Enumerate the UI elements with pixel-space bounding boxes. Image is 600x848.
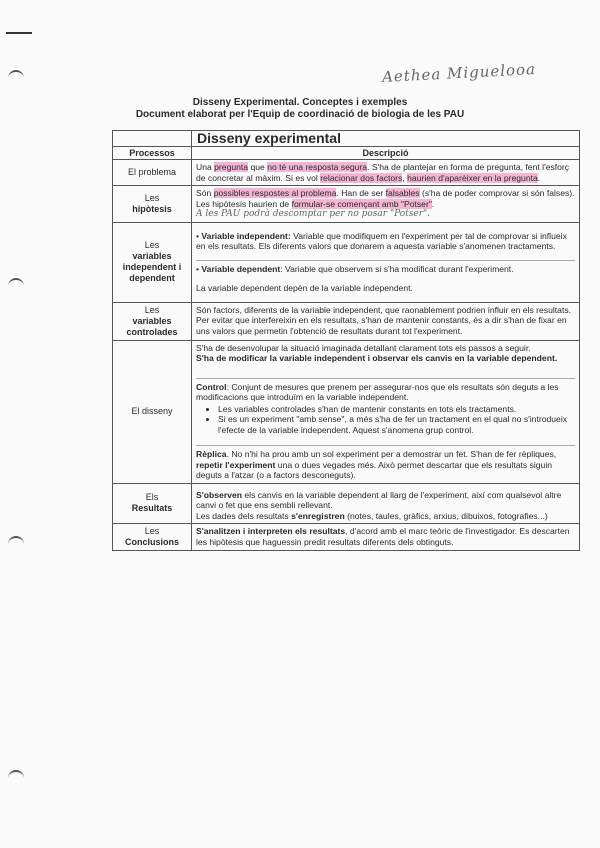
table-header-row xyxy=(113,131,580,147)
row-label-controlades: Les variables controlades xyxy=(113,302,192,340)
punch-hole-mark xyxy=(8,770,24,780)
row-label-problema: El problema xyxy=(113,160,192,186)
table-row xyxy=(113,483,580,524)
scan-mark xyxy=(6,32,32,34)
column-header-row xyxy=(113,146,580,160)
punch-hole-mark xyxy=(8,536,24,546)
col-header-processos: Processos xyxy=(113,146,192,160)
col-header-descripcio: Descripció xyxy=(192,146,580,160)
punch-hole-mark xyxy=(8,278,24,288)
table-row xyxy=(113,302,580,340)
row-label-variables: Les variables independent i dependent xyxy=(113,222,192,302)
list-item: • Les variables controlades s'han de mantenir constants en tots els tractaments. xyxy=(218,404,575,415)
list-item: • Si es un experiment "amb sense", a més s'ha de fer un tractament en el qual no s'introdueix l'efecte de la variable independent. Aquest s'anomena grup control. xyxy=(218,414,575,435)
document-title: Disseny Experimental. Conceptes i exemples xyxy=(192,97,408,108)
row-desc-variables: • Variable independent: Variable que modifiquem en l'experiment per tal de comprovar si influeix en els resultats. Els diferents valors que donarem a aquesta variable s'anomenen tractaments. • Variable dependent: Variable que observem si s'ha modificat durant l'experiment. La variable dependent depèn de la variable independent. xyxy=(192,222,580,302)
row-desc-controlades: Són factors, diferents de la variable independent, que raonablement podrien influir en els resultats. Per evitar que interfereixin en els resultats, s'han de mantenir constants, és a dir s'han de fixar en uns valors que permetin l'obtenció de resultats durant tot l'experiment. xyxy=(192,302,580,340)
row-desc-disseny: S'ha de desenvolupar la situació imaginada detallant clarament tots els passos a seguir. S'ha de modificar la variable independent i observar els canvis en la variable dependent. Control: Conjunt de mesures que prenem per assegurar-nos que els resultats són deguts a les modificacions que introduïm en la variable independent. • Les variables controlades s'han de mantenir constants en tots els tractaments. • Si es un experiment "amb sense", a més s'ha de fer un tractament en el qual no s'introdueix l'efecte de la variable independent. Aquest s'anomena grup control. Rèplica. No n'hi ha prou amb un sol experiment per a demostrar un fet. S'han de fer rèpliques, repetir l'experiment una o dues vegades més. Això permet descartar que els resultats siguin deguts a l'atzar (o a factors desconeguts). xyxy=(192,340,580,483)
table-row xyxy=(113,524,580,551)
row-desc-resultats: S'observen els canvis en la variable dependent al llarg de l'experiment, així com qualsevol altre canvi o fet que ens sembli rellevant. Les dades dels resultats s'enregistren (notes, taules, gràfics, arxius, dibuixos, fotografies...) xyxy=(192,483,580,524)
row-desc-hipotesis: Són possibles respostes al problema. Han de ser falsables (s'ha de poder comprovar si són falses). Les hipòtesis haurien de formular-se començant amb "Potser". A les PAU podrà descomptar per no posar "Potser". xyxy=(192,186,580,223)
table-title: Disseny experimental xyxy=(192,131,580,147)
experimental-design-table xyxy=(112,130,580,551)
handwritten-name: Aethea Miguelooa xyxy=(381,59,537,87)
table-row xyxy=(113,340,580,483)
row-label-conclusions: Les Conclusions xyxy=(113,524,192,551)
row-desc-problema: Una pregunta que no té una resposta segura. S'ha de plantejar en forma de pregunta, fent l'esforç de concretar al màxim. Si es vol relacionar dos factors, haurien d'aparèixer en la pregunta. xyxy=(192,160,580,186)
row-label-hipotesis: Les hipòtesis xyxy=(113,186,192,223)
handwritten-note: A les PAU podrà descomptar per no posar "Potser". xyxy=(196,209,431,219)
row-label-resultats: Els Resultats xyxy=(113,483,192,524)
document-subtitle: Document elaborat per l'Equip de coordinació de biologia de les PAU xyxy=(135,109,465,120)
row-desc-conclusions: S'analitzen i interpreten els resultats, d'acord amb el marc teòric de l'investigador. Es descarten les hipòtesis que haguessin predit resultats diferents dels obtinguts. xyxy=(192,524,580,551)
punch-hole-mark xyxy=(8,70,24,80)
table-row xyxy=(113,160,580,186)
table-row xyxy=(113,222,580,302)
row-label-disseny: El disseny xyxy=(113,340,192,483)
table-row xyxy=(113,186,580,223)
